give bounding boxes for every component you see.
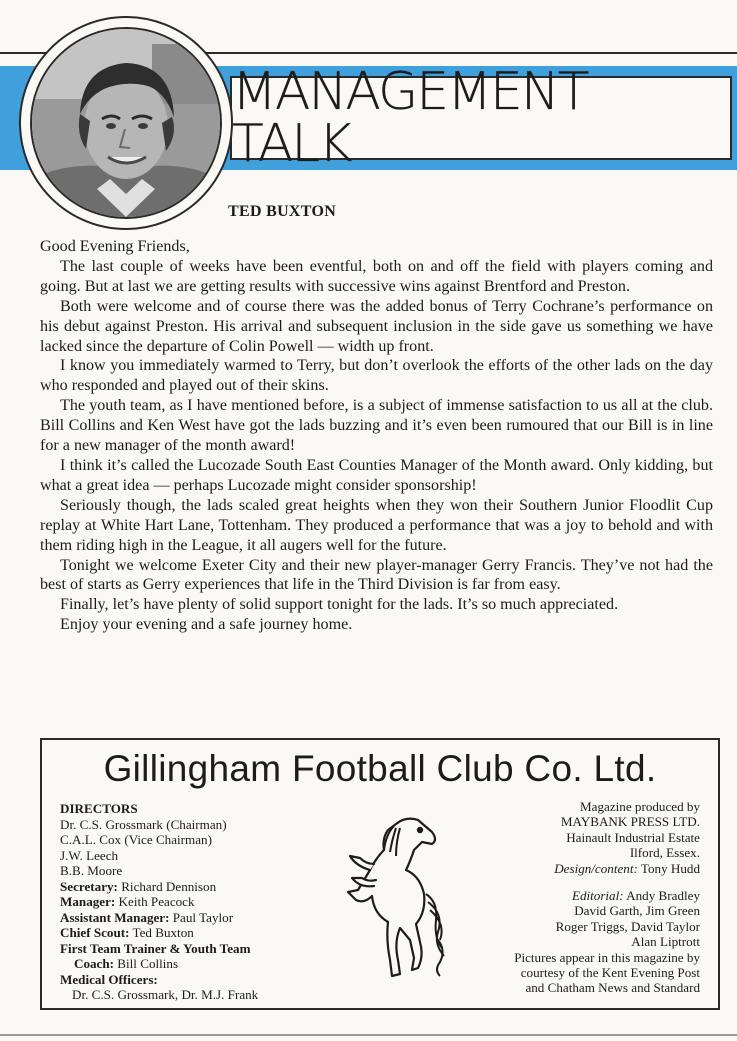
directors-heading: DIRECTORS	[60, 801, 138, 816]
article-paragraph: The last couple of weeks have been eventful, both on and off the field with players coming and going. But at last we are getting results with successive wins against Brentford and Preston.	[40, 257, 713, 295]
article-body	[40, 237, 713, 635]
pictures-credit-line: Pictures appear in this magazine by	[514, 949, 700, 965]
editorial-credit-line: Alan Liptrott	[631, 934, 700, 950]
article-paragraph: The youth team, as I have mentioned before, is a subject of immense satisfaction to us all at the club. Bill Collins and Ken West have got the lads buzzing and it’s even been rumoured that our Bill is in line for a new manager of the month award!	[40, 397, 713, 455]
page-title: MANAGEMENT TALK	[232, 62, 588, 174]
manager-name: Keith Peacock	[118, 894, 195, 909]
club-info-box	[40, 738, 720, 1010]
editorial-label: Editorial:	[571, 888, 624, 904]
article-author: TED BUXTON	[228, 203, 337, 220]
chief-scout-name: Ted Buxton	[132, 925, 194, 940]
article-paragraph: Finally, let’s have plenty of solid support tonight for the lads. It’s so much appreciated.	[60, 596, 619, 614]
bottom-rule	[0, 1034, 737, 1036]
medical-officers: Dr. C.S. Grossmark, Dr. M.J. Frank	[72, 987, 259, 1002]
article-paragraph: Both were welcome and of course there was the added bonus of Terry Cochrane’s performance on his debut against Preston. His arrival and subsequent inclusion in the side gave us something we have lacked since the departure of Colin Powell — width up front.	[40, 297, 713, 355]
magazine-credit-line: Ilford, Essex.	[629, 845, 700, 861]
chief-scout-label: Chief Scout:	[60, 925, 130, 940]
secretary-label: Secretary:	[60, 878, 118, 894]
coach-label: Coach:	[74, 956, 115, 971]
article-paragraph: Tonight we welcome Exeter City and their new player-manager Gerry Francis. They’ve not had the best of starts as Gerry experiences that life in the Third Division is far from easy.	[40, 556, 713, 594]
medical-label: Medical Officers:	[60, 971, 158, 987]
director-name: J.W. Leech	[60, 847, 119, 863]
article-paragraph: I know you immediately warmed to Terry, but don’t overlook the efforts of the other lads on the day who responded and played out of their skins.	[40, 357, 713, 395]
manager-portrait	[30, 27, 222, 219]
design-label: Design/content:	[554, 860, 638, 876]
assistant-manager-label: Assistant Manager:	[60, 909, 170, 925]
editorial-credit-line: Roger Triggs, David Taylor	[555, 918, 700, 934]
portrait-photo	[32, 29, 220, 217]
magazine-credit-line: MAYBANK PRESS LTD.	[560, 814, 700, 830]
director-name: Dr. C.S. Grossmark (Chairman)	[60, 816, 227, 832]
pictures-credit-line: courtesy of the Kent Evening Post	[520, 965, 700, 981]
company-name: Gillingham Football Club Co. Ltd.	[103, 748, 657, 789]
coach-name: Bill Collins	[117, 956, 179, 971]
design-credit: Tony Hudd	[640, 860, 700, 876]
pictures-credit-line: and Chatham News and Standard	[525, 980, 700, 996]
title-box	[230, 62, 732, 174]
article-paragraph: I think it’s called the Lucozade South East Counties Manager of the Month award. Only kidding, but what a great idea — perhaps Lucozade might consider sponsorship!	[40, 456, 713, 494]
assistant-manager-name: Paul Taylor	[172, 909, 234, 925]
magazine-credit-line: Magazine produced by	[580, 799, 700, 814]
editorial-credit-line: David Garth, Jim Green	[574, 903, 700, 919]
kent-horse-crest	[334, 810, 450, 986]
director-name: B.B. Moore	[60, 863, 123, 878]
trainer-label: First Team Trainer & Youth Team	[60, 940, 251, 956]
director-name: C.A.L. Cox (Vice Chairman)	[60, 832, 212, 847]
secretary-name: Richard Dennison	[121, 878, 217, 894]
article-paragraph: Seriously though, the lads scaled great heights when they won their Southern Junior Floodlit Cup replay at White Hart Lane, Tottenham. They produced a performance that was a joy to behold and with them riding high in the League, it all augers well for the future.	[40, 496, 713, 554]
article-paragraph: Enjoy your evening and a safe journey home.	[60, 616, 353, 634]
manager-label: Manager:	[60, 894, 116, 909]
magazine-credit-line: Hainault Industrial Estate	[566, 829, 700, 845]
editorial-credit: Andy Bradley	[626, 888, 700, 904]
publication-credits	[450, 799, 700, 996]
article-greeting: Good Evening Friends,	[40, 238, 190, 255]
officials-column	[60, 801, 350, 1003]
spacer	[450, 876, 700, 888]
